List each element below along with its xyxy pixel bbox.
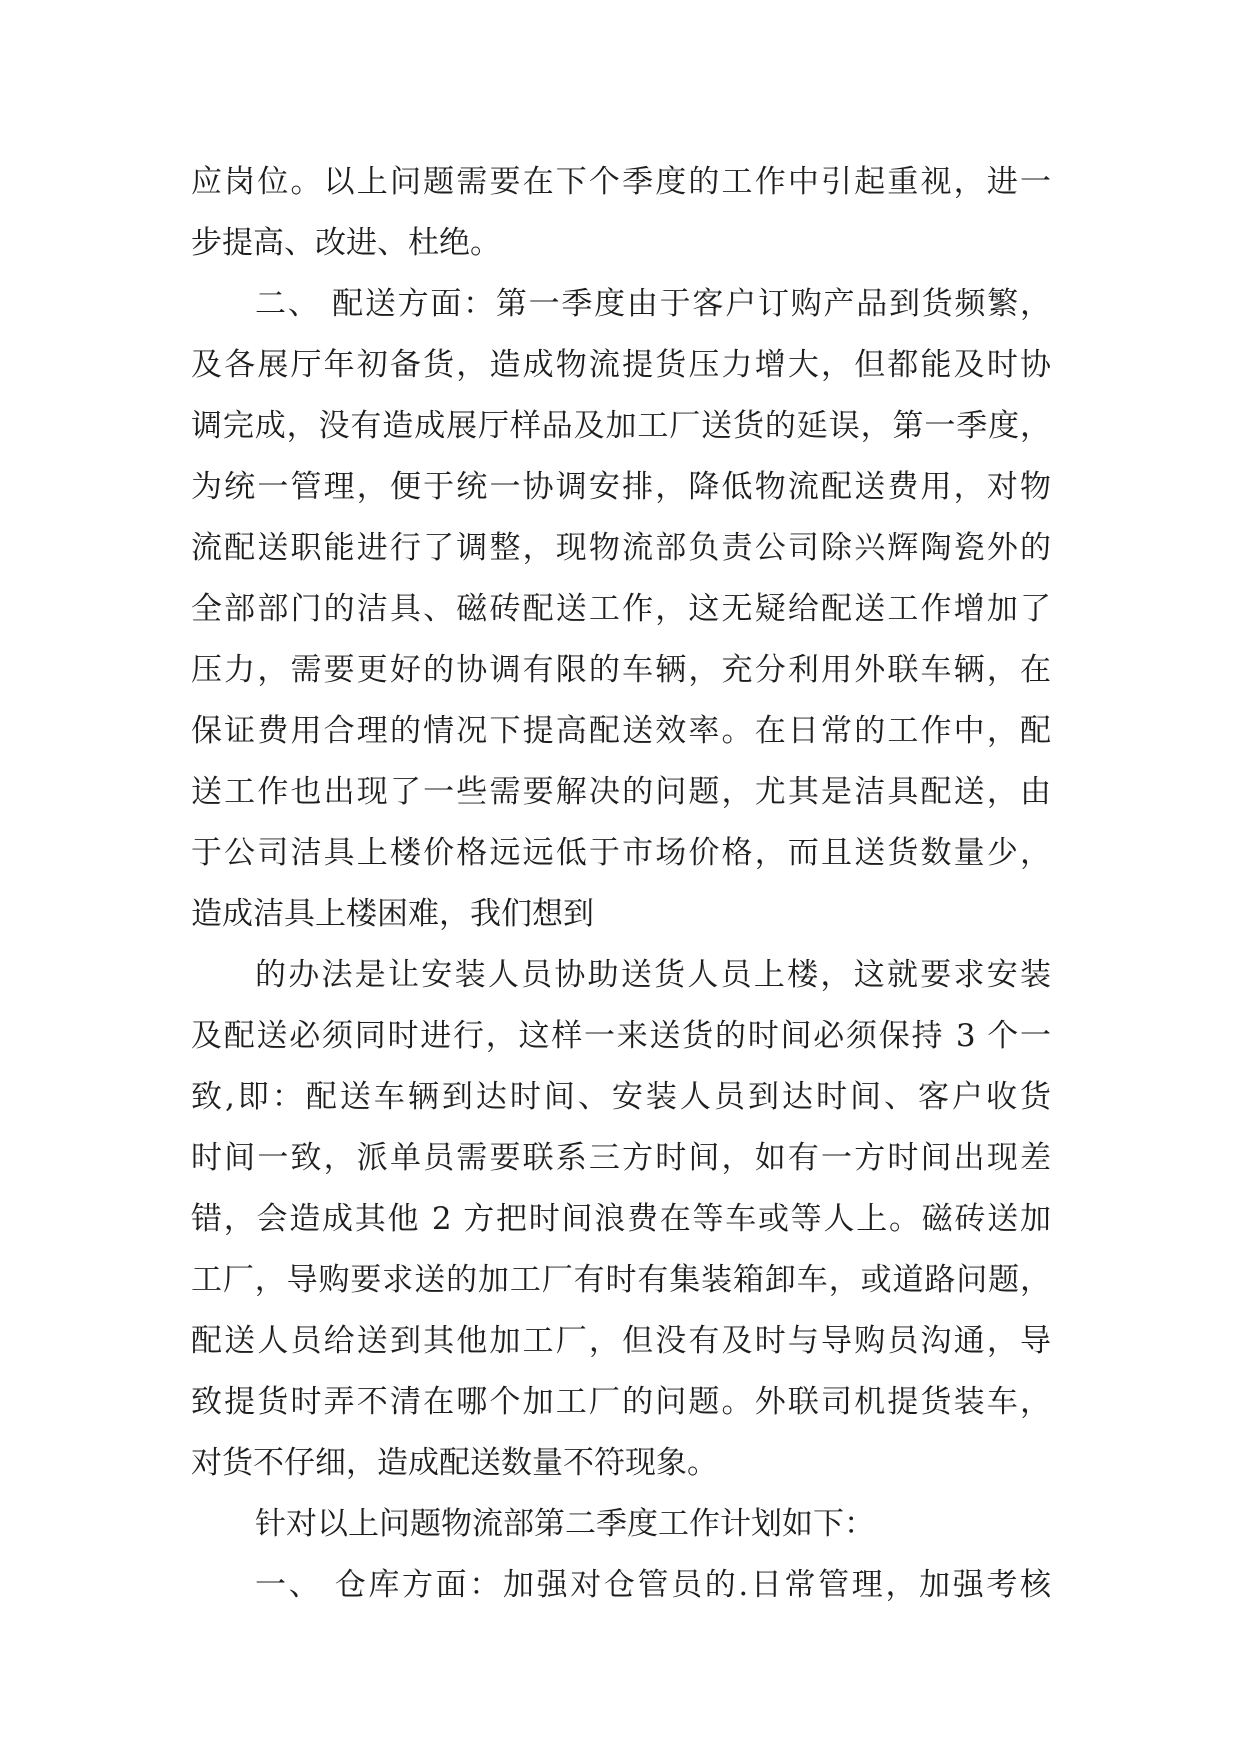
text-line: 及配送必须同时进行，这样一来送货的时间必须保持 3 个一 <box>191 1018 1051 1054</box>
text-line: 时间一致，派单员需要联系三方时间，如有一方时间出现差 <box>191 1140 1051 1176</box>
text-line: 致提货时弄不清在哪个加工厂的问题。外联司机提货装车， <box>191 1384 1051 1420</box>
text-line: 一、 仓库方面：加强对仓管员的.日常管理，加强考核 <box>255 1567 1051 1603</box>
text-line: 造成洁具上楼困难，我们想到 <box>191 896 594 932</box>
text-line: 调完成，没有造成展厅样品及加工厂送货的延误，第一季度， <box>191 408 1051 444</box>
text-line: 工厂，导购要求送的加工厂有时有集装箱卸车，或道路问题， <box>191 1262 1051 1298</box>
text-line: 错，会造成其他 2 方把时间浪费在等车或等人上。磁砖送加 <box>191 1201 1051 1237</box>
text-line: 及各展厅年初备货，造成物流提货压力增大，但都能及时协 <box>191 347 1051 383</box>
text-line: 二、 配送方面：第一季度由于客户订购产品到货频繁， <box>255 286 1051 322</box>
document-body <box>191 152 1051 1616</box>
text-line: 保证费用合理的情况下提高配送效率。在日常的工作中，配 <box>191 713 1051 749</box>
text-line: 致,即：配送车辆到达时间、安装人员到达时间、客户收货 <box>191 1079 1051 1115</box>
text-line: 全部部门的洁具、磁砖配送工作，这无疑给配送工作增加了 <box>191 591 1051 627</box>
text-line: 的办法是让安装人员协助送货人员上楼，这就要求安装 <box>255 957 1051 993</box>
text-line: 送工作也出现了一些需要解决的问题，尤其是洁具配送，由 <box>191 774 1051 810</box>
text-line: 针对以上问题物流部第二季度工作计划如下： <box>255 1506 875 1542</box>
text-line: 步提高、改进、杜绝。 <box>191 225 501 261</box>
text-line: 压力，需要更好的协调有限的车辆，充分利用外联车辆，在 <box>191 652 1051 688</box>
text-line: 于公司洁具上楼价格远远低于市场价格，而且送货数量少， <box>191 835 1051 871</box>
text-line: 应岗位。以上问题需要在下个季度的工作中引起重视，进一 <box>191 164 1051 200</box>
text-line: 配送人员给送到其他加工厂，但没有及时与导购员沟通，导 <box>191 1323 1051 1359</box>
text-line: 对货不仔细，造成配送数量不符现象。 <box>191 1445 718 1481</box>
text-line: 流配送职能进行了调整，现物流部负责公司除兴辉陶瓷外的 <box>191 530 1051 566</box>
text-line: 为统一管理，便于统一协调安排，降低物流配送费用，对物 <box>191 469 1051 505</box>
